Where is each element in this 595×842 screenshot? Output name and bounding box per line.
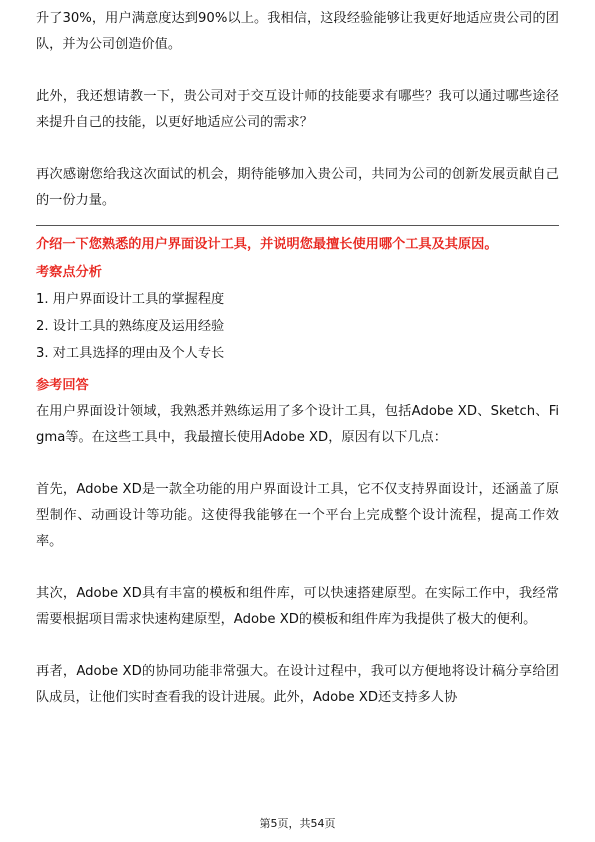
analysis-point: 3. 对工具选择的理由及个人专长 bbox=[36, 346, 225, 361]
answer-paragraph: 在用户界面设计领域，我熟悉并熟练运用了多个设计工具，包括Adobe XD、Sketch、Figma等。在这些工具中，我最擅长使用Adobe XD，原因有以下几点： bbox=[36, 404, 559, 445]
answer-paragraph: 其次，Adobe XD具有丰富的模板和组件库，可以快速搭建原型。在实际工作中，我经常需要根据项目需求快速构建原型，Adobe XD的模板和组件库为我提供了极大的便利。 bbox=[36, 586, 559, 627]
intro-paragraph: 此外，我还想请教一下，贵公司对于交互设计师的技能要求有哪些？我可以通过哪些途径来提升自己的技能，以更好地适应公司的需求？ bbox=[36, 89, 559, 130]
answer-paragraph: 再者，Adobe XD的协同功能非常强大。在设计过程中，我可以方便地将设计稿分享给团队成员，让他们实时查看我的设计进展。此外，Adobe XD还支持多人协 bbox=[36, 664, 559, 705]
analysis-point: 2. 设计工具的熟练度及运用经验 bbox=[36, 319, 225, 334]
intro-paragraph: 再次感谢您给我这次面试的机会，期待能够加入贵公司，共同为公司的创新发展贡献自己的一份力量。 bbox=[36, 167, 559, 208]
interview-question: 介绍一下您熟悉的用户界面设计工具，并说明您最擅长使用哪个工具及其原因。 bbox=[36, 237, 498, 252]
page-number: 第5页，共54页 bbox=[259, 817, 336, 830]
analysis-point: 1. 用户界面设计工具的掌握程度 bbox=[36, 292, 225, 307]
intro-paragraph: 升了30%，用户满意度达到90%以上。我相信，这段经验能够让我更好地适应贵公司的团队，并为公司创造价值。 bbox=[36, 11, 559, 52]
analysis-title: 考察点分析 bbox=[36, 265, 102, 280]
answer-title: 参考回答 bbox=[36, 378, 89, 393]
section-divider bbox=[36, 225, 559, 226]
answer-paragraph: 首先，Adobe XD是一款全功能的用户界面设计工具，它不仅支持界面设计，还涵盖了原型制作、动画设计等功能。这使得我能够在一个平台上完成整个设计流程，提高工作效率。 bbox=[36, 482, 559, 549]
